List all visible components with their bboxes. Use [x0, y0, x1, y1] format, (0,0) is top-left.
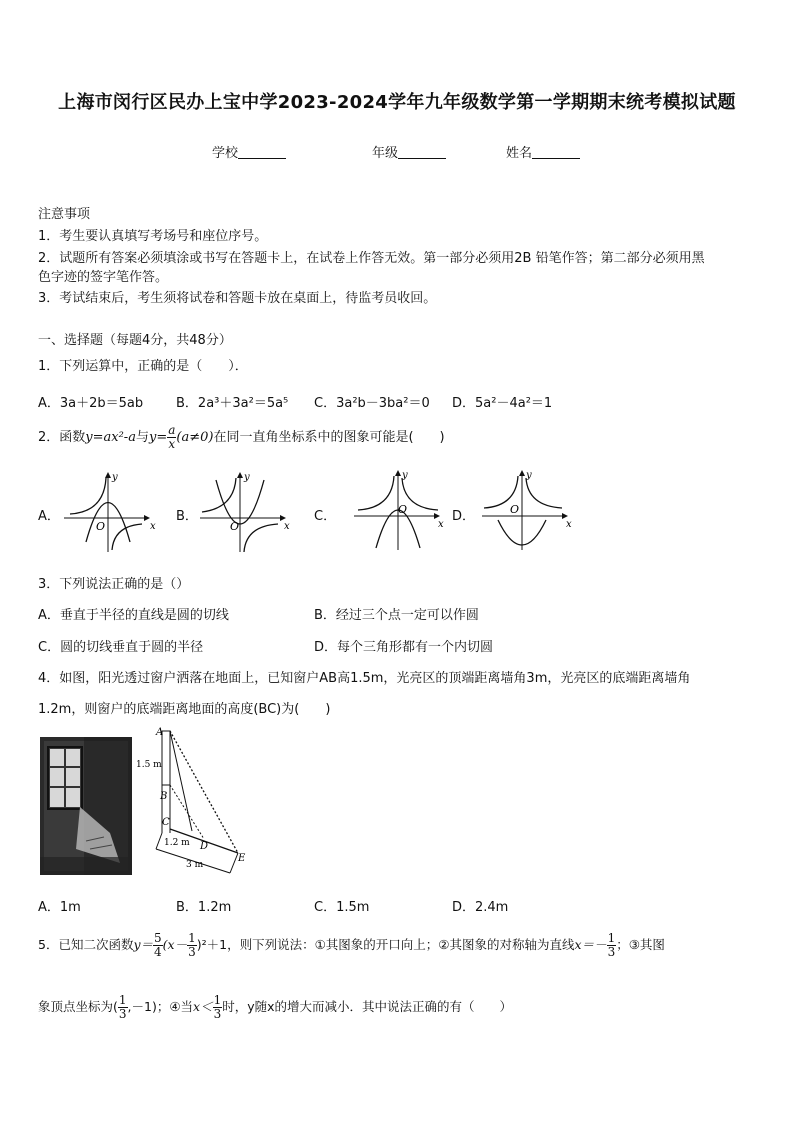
label-ab-length: 1.5 m: [136, 760, 162, 770]
name-field: 姓名: [506, 142, 580, 161]
svg-text:y: y: [112, 472, 118, 483]
q4-line2: 1.2m，则窗户的底端距离地面的高度(BC)为( ): [38, 702, 331, 717]
school-field: 学校: [212, 142, 286, 161]
svg-text:O: O: [96, 520, 106, 533]
svg-text:x: x: [438, 519, 444, 530]
grade-blank[interactable]: [398, 145, 446, 159]
notice-item: 色字迹的签字笔作答。: [38, 270, 169, 285]
svg-text:y: y: [402, 470, 408, 481]
svg-text:x: x: [566, 519, 572, 530]
window-photo: [40, 737, 132, 875]
school-blank[interactable]: [238, 145, 286, 159]
section-heading: 一、选择题（每题4分，共48分）: [38, 333, 232, 348]
q1-option-a: A．3a＋2b＝5ab: [38, 396, 144, 411]
q3-option-d: D．每个三角形都有一个内切圆: [314, 640, 494, 655]
q4-diagram: [134, 723, 262, 883]
q2-option-d-label: D．: [452, 509, 476, 524]
q4-option-d: D．2.4m: [452, 900, 509, 915]
notice-heading: 注意事项: [38, 207, 91, 222]
q2-option-c-label: C．: [314, 509, 337, 524]
svg-text:x: x: [284, 521, 290, 532]
q2-stem: 2．函数y=ax²-a与y= $\frac{a}{x}$ (a≠0)在同一直角坐标系中的图象可能是( ): [38, 423, 445, 451]
q2-graph-b: [196, 468, 292, 554]
q4-option-a: A．1m: [38, 900, 81, 915]
q3-option-a: A．垂直于半径的直线是圆的切线: [38, 608, 229, 623]
q2-graph-a: [60, 468, 156, 554]
q4-option-c: C．1.5m: [314, 900, 370, 915]
q1-stem: 1．下列运算中，正确的是（ ）．: [38, 359, 248, 374]
notice-item: 2．试题所有答案必须填涂或书写在答题卡上，在试卷上作答无效。第一部分必须用2B 铅笔作答；第二部分必须用黑: [38, 251, 705, 266]
notice-item: 3．考试结束后，考生须将试卷和答题卡放在桌面上，待监考员收回。: [38, 291, 437, 306]
q3-stem: 3．下列说法正确的是（）: [38, 577, 190, 592]
q4-line1: 4．如图，阳光透过窗户洒落在地面上，已知窗户AB高1.5m，光亮区的顶端距离墙角3m，光亮区的底端距离墙角: [38, 671, 691, 686]
label-ce-length: 3 m: [186, 860, 204, 870]
label-d: D: [200, 841, 209, 852]
grade-field: 年级: [372, 142, 446, 161]
label-a: A: [156, 727, 164, 738]
label-b: B: [160, 791, 168, 802]
q2-fraction: $\frac{a}{x}$: [168, 423, 176, 451]
q1-option-c: C．3a²b－3ba²＝0: [314, 396, 430, 411]
svg-text:x: x: [150, 521, 156, 532]
q3-option-c: C．圆的切线垂直于圆的半径: [38, 640, 204, 655]
q1-option-d: D．5a²－4a²＝1: [452, 396, 553, 411]
q1-option-b: B．2a³＋3a²＝5a⁵: [176, 396, 289, 411]
q5-line1: 5．已知二次函数y＝ $\frac{5}{4}$ (x－ $\frac{1}{3}$ )²＋1，则下列说法：①其图象的开口向上；②其图象的对称轴为直线x＝－ $\frac{1}{3}$ ；③其图: [38, 931, 665, 959]
q5-line2: 象顶点坐标为( $\frac{1}{3}$ ,－1)；④当x＜ $\frac{1}{3}$ 时，y随x的增大而减小．其中说法正确的有（ ）: [38, 993, 513, 1021]
label-cd-length: 1.2 m: [164, 838, 190, 848]
label-e: E: [238, 853, 246, 864]
notice-item: 1．考生要认真填写考场号和座位序号。: [38, 229, 268, 244]
svg-text:O: O: [230, 520, 240, 533]
page-title: 上海市闵行区民办上宝中学2023-2024学年九年级数学第一学期期末统考模拟试题: [58, 92, 736, 113]
q4-option-b: B．1.2m: [176, 900, 232, 915]
svg-text:O: O: [398, 503, 408, 516]
q2-graph-d: [478, 466, 574, 552]
name-blank[interactable]: [532, 145, 580, 159]
q3-option-b: B．经过三个点一定可以作圆: [314, 608, 479, 623]
svg-text:y: y: [244, 472, 250, 483]
label-c: C: [162, 817, 170, 828]
svg-text:y: y: [526, 470, 532, 481]
svg-text:O: O: [510, 503, 520, 516]
q2-option-a-label: A．: [38, 509, 60, 524]
q2-graph-c: [350, 466, 446, 552]
q2-option-b-label: B．: [176, 509, 198, 524]
